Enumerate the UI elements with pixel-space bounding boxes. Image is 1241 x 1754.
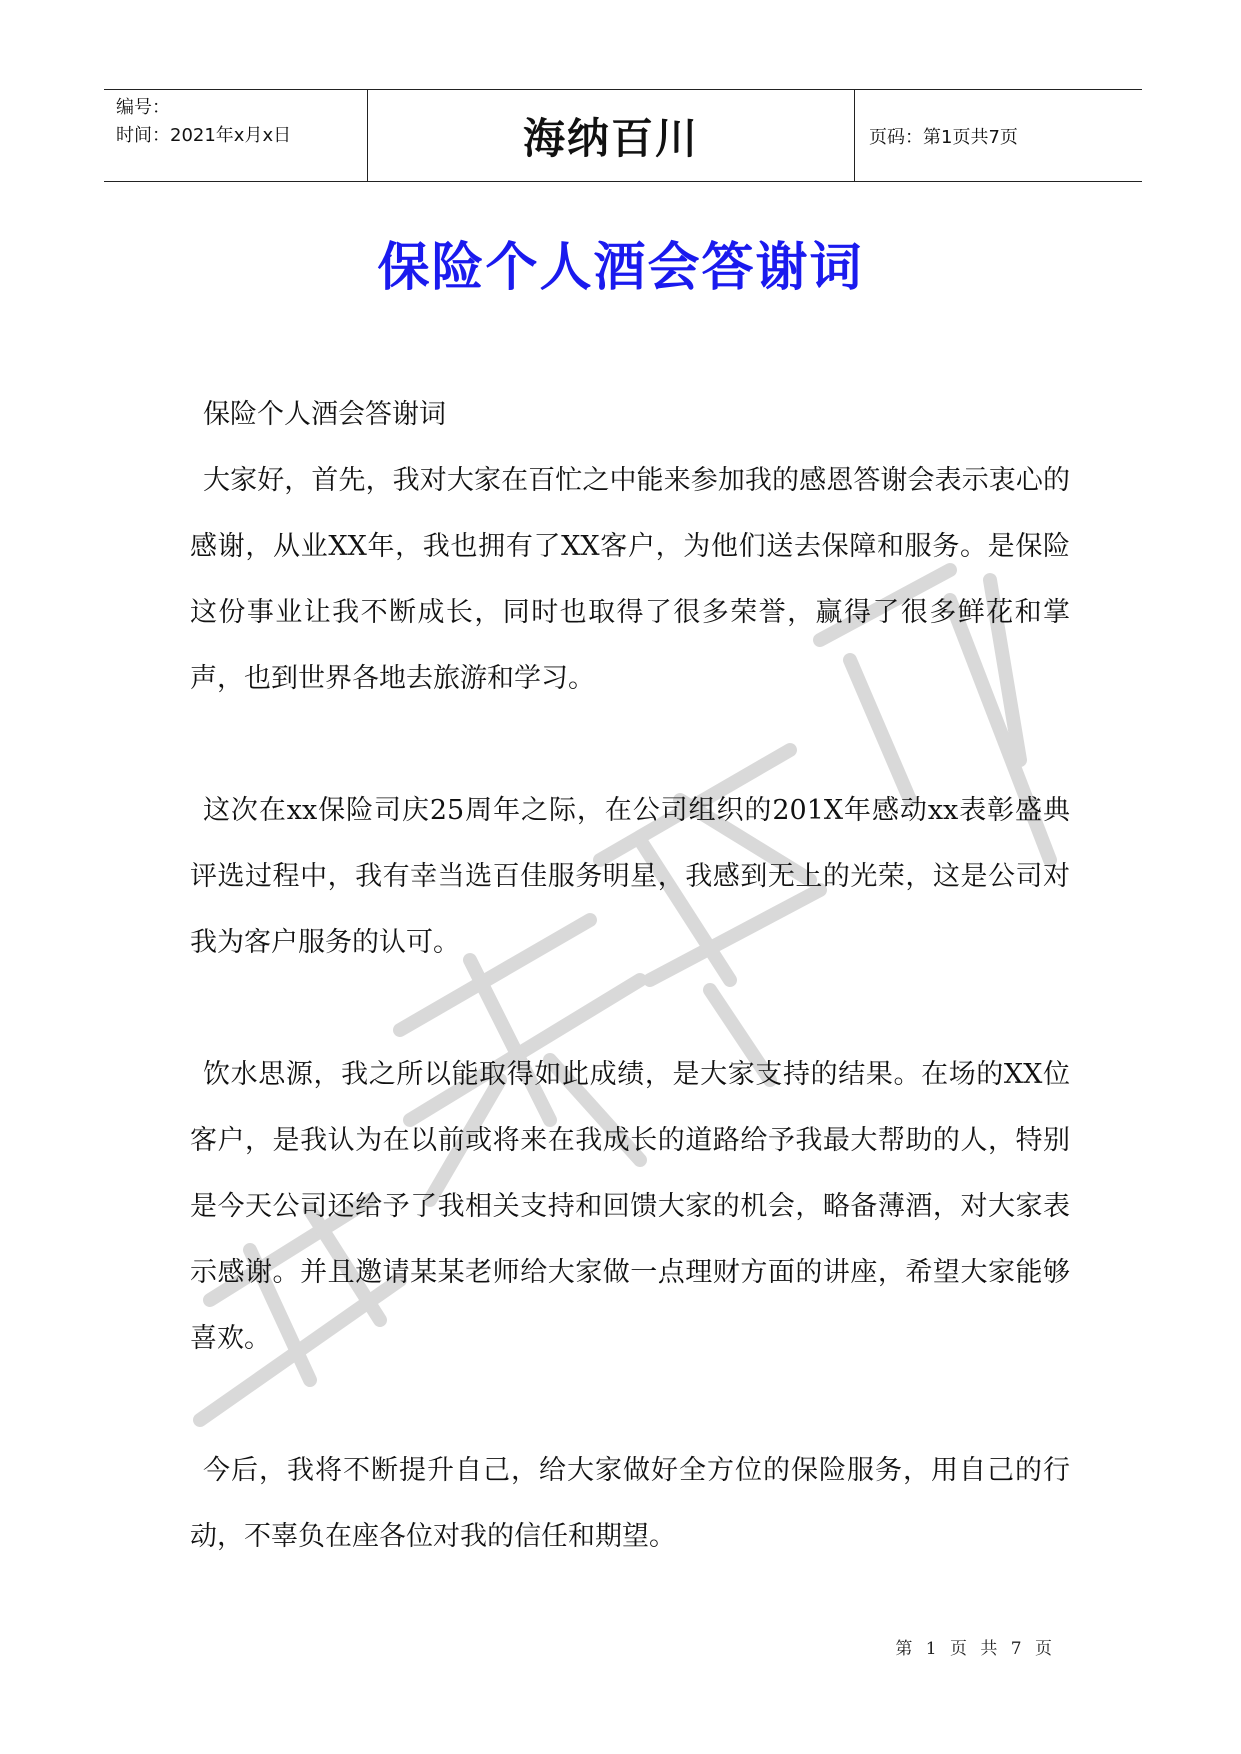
header-brand-cell (368, 90, 855, 181)
page-footer: 第 1 页 共 7 页 (895, 1639, 1056, 1659)
body-paragraph-3: 饮水思源，我之所以能取得如此成绩，是大家支持的结果。在场的XX位客户，是我认为在以前或将来在我成长的道路给予我最大帮助的人，特别是今天公司还给予了我相关支持和回馈大家的机会，略备薄酒，对大家表示感谢。并且邀请某某老师给大家做一点理财方面的讲座，希望大家能够喜欢。 (190, 1059, 1070, 1354)
body-paragraph-2: 这次在xx保险司庆25周年之际，在公司组织的201X年感动xx表彰盛典评选过程中，我有幸当选百佳服务明星，我感到无上的光荣，这是公司对我为客户服务的认可。 (190, 795, 1070, 958)
page-code: 页码：第1页共7页 (869, 126, 1018, 148)
paragraph-spacer (190, 1372, 1070, 1438)
body-paragraph-4: 今后，我将不断提升自己，给大家做好全方位的保险服务，用自己的行动，不辜负在座各位对我的信任和期望。 (190, 1455, 1070, 1552)
date-label: 时间：2021年x月x日 (116, 125, 292, 146)
paragraph-spacer (190, 712, 1070, 778)
number-label: 编号： (116, 97, 170, 118)
brand-name: 海纳百川 (522, 113, 699, 163)
paragraph-spacer (190, 976, 1070, 1042)
document-header (104, 89, 1142, 182)
body-paragraph-1: 大家好，首先，我对大家在百忙之中能来参加我的感恩答谢会表示衷心的感谢，从业XX年，我也拥有了XX客户，为他们送去保障和服务。是保险这份事业让我不断成长，同时也取得了很多荣誉，赢得了很多鲜花和掌声，也到世界各地去旅游和学习。 (190, 465, 1070, 694)
header-page-cell (855, 90, 1142, 181)
body-subtitle: 保险个人酒会答谢词 (203, 399, 446, 430)
header-meta-cell (104, 90, 368, 181)
document-body (190, 382, 1070, 1570)
document-title: 保险个人酒会答谢词 (377, 237, 864, 298)
